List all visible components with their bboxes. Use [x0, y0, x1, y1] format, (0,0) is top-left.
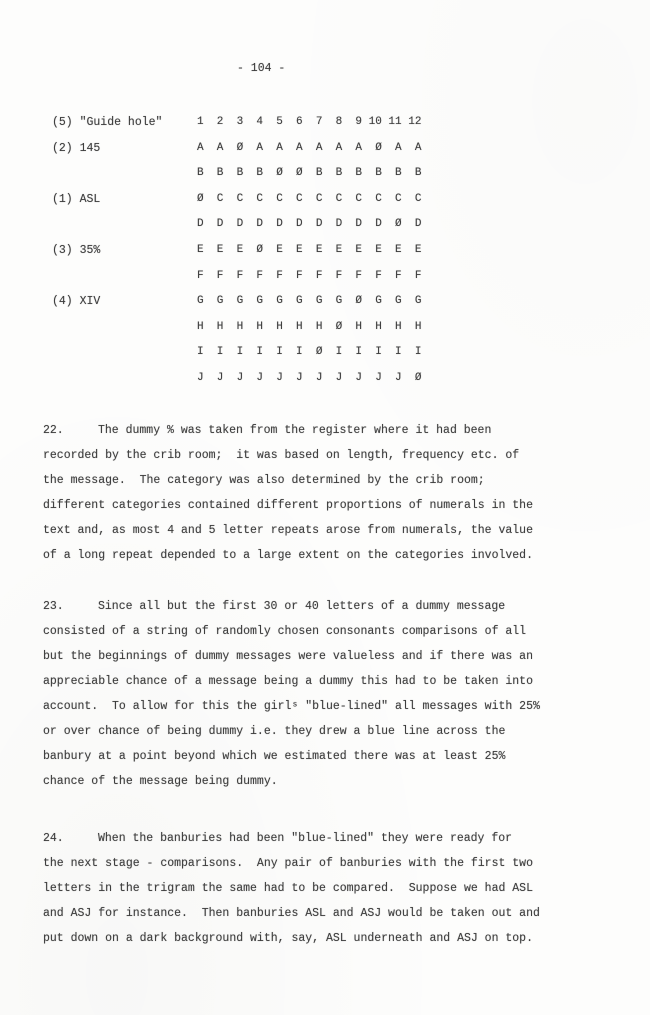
paragraph-number: 23.: [43, 600, 64, 613]
banbury-letter-grid: [197, 110, 421, 392]
letter-row: B B B B Ø Ø B B B B B B: [197, 167, 422, 180]
paragraph-line: appreciable chance of a message being a dummy this had to be taken into: [43, 675, 533, 688]
paragraph-line: text and, as most 4 and 5 letter repeats arose from numerals, the value: [43, 524, 533, 537]
paragraph-line: [43, 826, 613, 851]
letter-row: Ø C C C C C C C C C C C: [197, 192, 422, 205]
paragraph-line: [43, 418, 613, 443]
letter-row: F F F F F F F F F F F F: [197, 269, 422, 282]
table-row-label: (5) "Guide hole": [52, 116, 163, 129]
paragraph-line: [43, 594, 613, 619]
paragraph-line: the message. The category was also determined by the crib room;: [43, 474, 485, 487]
paragraph-line: banbury at a point beyond which we estimated there was at least 25%: [43, 750, 506, 763]
paragraph: [43, 418, 613, 568]
table-row-label: (2) 145: [52, 141, 101, 155]
paragraph-line: letters in the trigram the same had to be compared. Suppose we had ASL: [43, 882, 533, 895]
paragraph-line: and ASJ for instance. Then banburies ASL and ASJ would be taken out and: [43, 907, 540, 920]
letter-row: D D D D D D D D D D Ø D: [197, 218, 422, 231]
table-row-label: (4) XIV: [52, 295, 101, 309]
table-row-label: (1) ASL: [52, 192, 101, 206]
paragraph-line: chance of the message being dummy.: [43, 775, 278, 788]
paragraph-line: of a long repeat depended to a large extent on the categories involved.: [43, 549, 533, 562]
paragraph-line: but the beginnings of dummy messages were valueless and if there was an: [43, 650, 533, 663]
paragraph-line: recorded by the crib room; it was based on length, frequency etc. of: [43, 449, 520, 462]
paragraph-line: put down on a dark background with, say, ASL underneath and ASJ on top.: [43, 932, 533, 945]
paragraph-first-line-text: The dummy % was taken from the register where it had been: [98, 424, 492, 437]
page-number: - 104 -: [237, 62, 286, 75]
paragraph-number: 22.: [43, 424, 64, 437]
paragraph: [43, 594, 613, 794]
letter-row: J J J J J J J J J J J Ø: [197, 371, 422, 384]
paragraph-line: account. To allow for this the girlˢ "blue-lined" all messages with 25%: [43, 700, 540, 713]
letter-row: G G G G G G G G Ø G G G: [197, 295, 422, 308]
paragraph-line: different categories contained different proportions of numerals in the: [43, 499, 533, 512]
letter-row: E E E Ø E E E E E E E E: [197, 243, 422, 256]
letter-row: H H H H H H H Ø H H H H: [197, 320, 422, 333]
paragraph-first-line-text: Since all but the first 30 or 40 letters of a dummy message: [98, 600, 506, 613]
paragraph: [43, 826, 613, 951]
paragraph-number: 24.: [43, 832, 64, 845]
letter-row: I I I I I I Ø I I I I I: [197, 346, 422, 359]
paragraph-line: the next stage - comparisons. Any pair of banburies with the first two: [43, 857, 533, 870]
column-numbers-row: 1 2 3 4 5 6 7 8 9 10 11 12: [197, 116, 422, 128]
table-row-label: (3) 35%: [52, 244, 101, 257]
letter-row: A A Ø A A A A A A Ø A A: [197, 141, 422, 154]
paragraph-line: consisted of a string of randomly chosen consonants comparisons of all: [43, 625, 527, 638]
paragraph-line: or over chance of being dummy i.e. they drew a blue line across the: [43, 725, 506, 738]
paragraph-first-line-text: When the banburies had been "blue-lined" they were ready for: [98, 832, 513, 845]
